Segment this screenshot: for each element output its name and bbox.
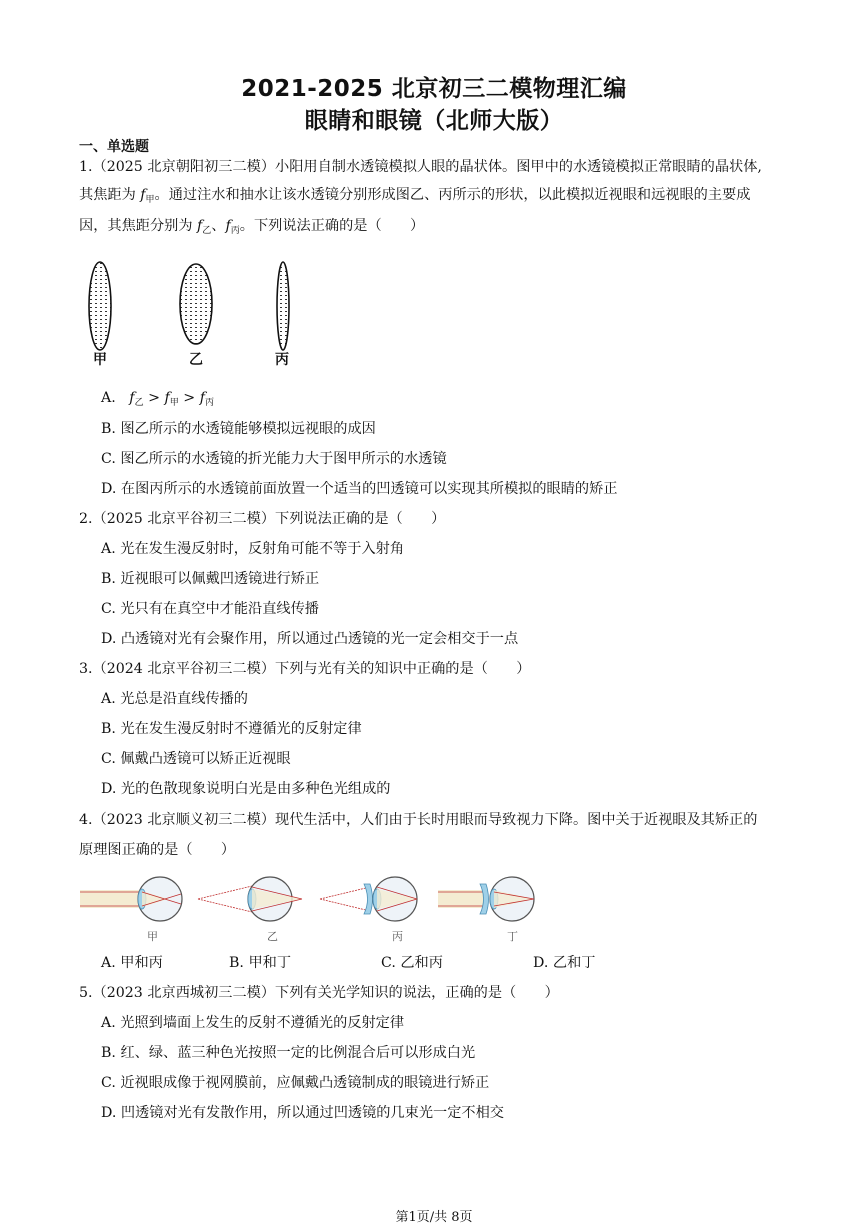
q4-stem-line-1: 4.（2023 北京顺义初三二模）现代生活中，人们由于长时用眼而导致视力下降。图中关于近视眼及其矫正的 bbox=[79, 812, 758, 828]
page-number: 第1页/共 8页 bbox=[395, 1210, 473, 1225]
q3-option-d: D. 光的色散现象说明白光是由多种色光组成的 bbox=[101, 781, 391, 797]
q2-option-b: B. 近视眼可以佩戴凹透镜进行矫正 bbox=[101, 571, 320, 587]
eye-label-bing: 丙 bbox=[392, 930, 403, 943]
q2-option-c: C. 光只有在真空中才能沿直线传播 bbox=[101, 601, 319, 617]
q3-option-a: A. 光总是沿直线传播的 bbox=[101, 691, 248, 707]
eye-label-yi: 乙 bbox=[267, 930, 278, 943]
q2-stem: 2.（2025 北京平谷初三二模）下列说法正确的是（ ） bbox=[79, 511, 446, 527]
lens-label-yi: 乙 bbox=[189, 352, 203, 368]
eye-label-ding: 丁 bbox=[507, 930, 518, 943]
q4-eye-diagrams bbox=[80, 874, 550, 934]
eye-diagram-bing bbox=[320, 877, 417, 921]
q4-stem-line-2: 原理图正确的是（ ） bbox=[79, 842, 236, 858]
q5-option-b: B. 红、绿、蓝三种色光按照一定的比例混合后可以形成白光 bbox=[101, 1045, 476, 1061]
q1-option-c: C. 图乙所示的水透镜的折光能力大于图甲所示的水透镜 bbox=[101, 451, 447, 467]
q3-option-c: C. 佩戴凸透镜可以矫正近视眼 bbox=[101, 751, 291, 767]
q1-option-a: A. $f_乙 > f_甲 > f_丙$ bbox=[101, 390, 214, 408]
lens-jia bbox=[89, 262, 111, 350]
eye-label-jia: 甲 bbox=[147, 930, 158, 943]
q1-stem-line-2: 其焦距为 $f_甲$。通过注水和抽水让该水透镜分别形成图乙、丙所示的形状，以此模拟近视眼和远视眼的主要成 bbox=[79, 187, 751, 205]
q4-option-c: C. 乙和丙 bbox=[381, 955, 443, 971]
q4-option-a: A. 甲和丙 bbox=[101, 955, 163, 971]
q4-option-d: D. 乙和丁 bbox=[533, 955, 596, 971]
lens-label-jia: 甲 bbox=[93, 352, 107, 368]
section-heading: 一、单选题 bbox=[79, 139, 149, 155]
lens-yi bbox=[180, 264, 212, 344]
q1-option-b: B. 图乙所示的水透镜能够模拟远视眼的成因 bbox=[101, 421, 376, 437]
eye-diagram-jia bbox=[80, 877, 182, 921]
q3-stem: 3.（2024 北京平谷初三二模）下列与光有关的知识中正确的是（ ） bbox=[79, 661, 531, 677]
q1-stem-line-1: 1.（2025 北京朝阳初三二模）小阳用自制水透镜模拟人眼的晶状体。图甲中的水透镜模拟正常眼睛的晶状体, bbox=[79, 159, 762, 175]
lens-label-bing: 丙 bbox=[275, 352, 289, 368]
q2-option-a: A. 光在发生漫反射时，反射角可能不等于入射角 bbox=[101, 541, 405, 557]
eye-diagram-ding bbox=[438, 877, 534, 921]
q5-option-c: C. 近视眼成像于视网膜前，应佩戴凸透镜制成的眼镜进行矫正 bbox=[101, 1075, 490, 1091]
q5-option-d: D. 凹透镜对光有发散作用，所以通过凹透镜的几束光一定不相交 bbox=[101, 1105, 504, 1121]
q1-option-d: D. 在图丙所示的水透镜前面放置一个适当的凹透镜可以实现其所模拟的眼睛的矫正 bbox=[101, 481, 618, 497]
q3-option-b: B. 光在发生漫反射时不遵循光的反射定律 bbox=[101, 721, 362, 737]
document-title-line-1: 2021-2025 北京初三二模物理汇编 bbox=[241, 76, 627, 102]
document-title-line-2: 眼睛和眼镜（北师大版） bbox=[304, 108, 564, 134]
q1-stem-line-3: 因，其焦距分别为 $f_乙$、$f_丙$。下列说法正确的是（ ） bbox=[79, 218, 425, 236]
q4-option-b: B. 甲和丁 bbox=[229, 955, 292, 971]
q2-option-d: D. 凸透镜对光有会聚作用，所以通过凸透镜的光一定会相交于一点 bbox=[101, 631, 519, 647]
eye-diagram-yi bbox=[198, 877, 302, 921]
q5-stem: 5.（2023 北京西城初三二模）下列有关光学知识的说法，正确的是（ ） bbox=[79, 985, 559, 1001]
q5-option-a: A. 光照到墙面上发生的反射不遵循光的反射定律 bbox=[101, 1015, 405, 1031]
lens-bing bbox=[277, 262, 289, 350]
